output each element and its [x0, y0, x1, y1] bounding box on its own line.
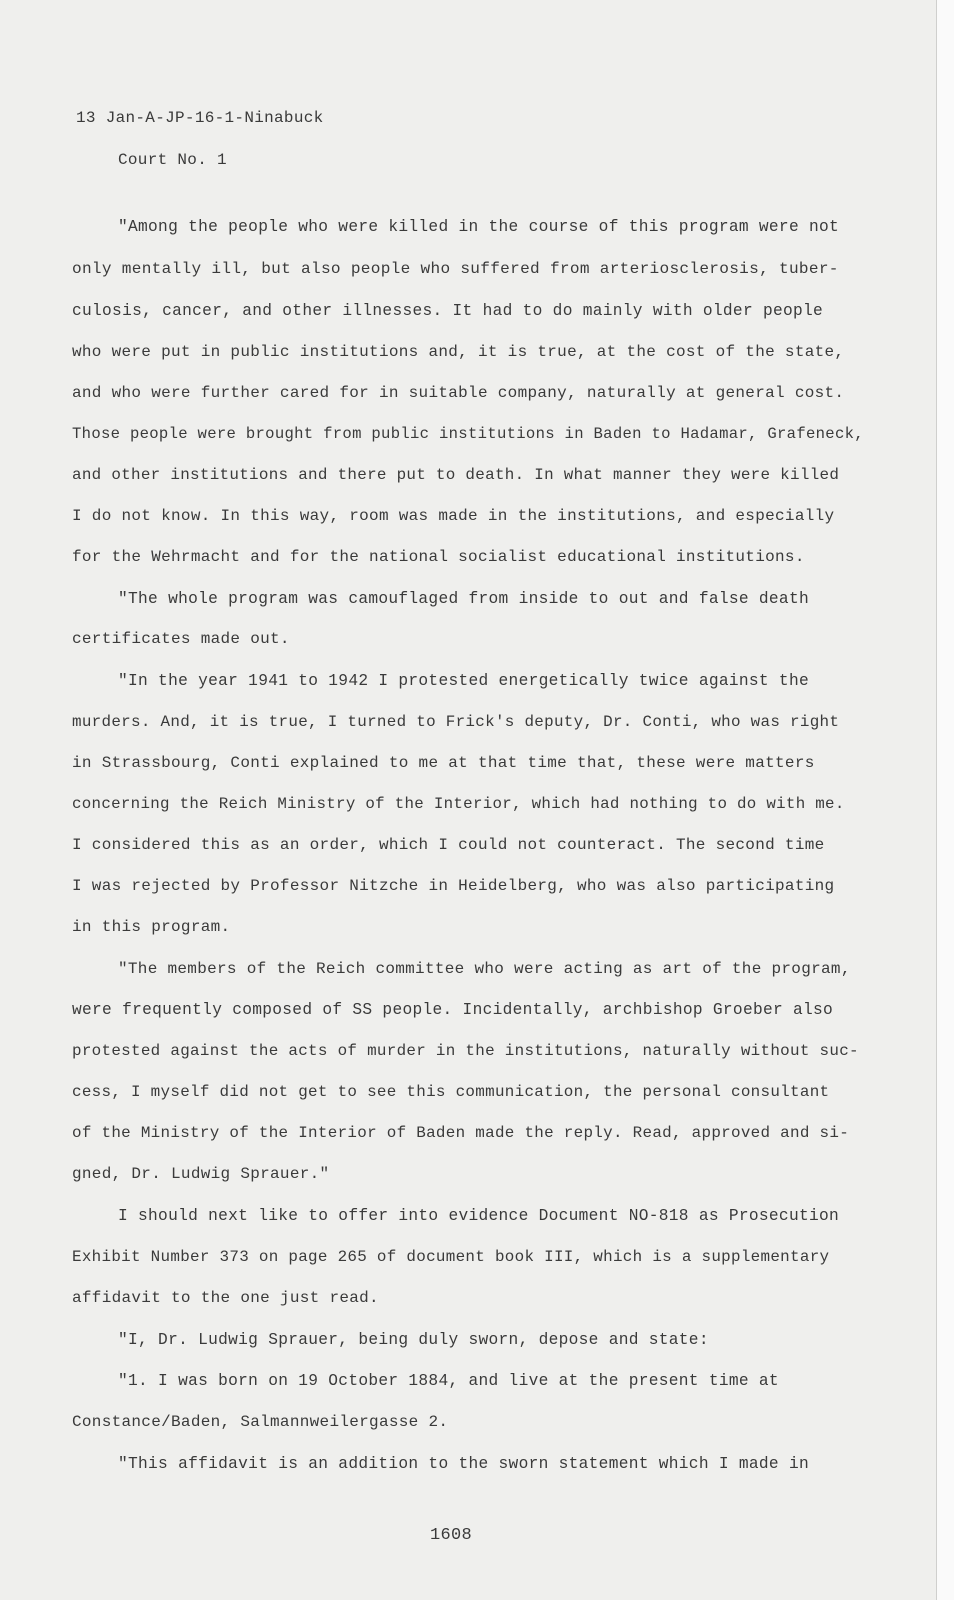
- text-line: for the Wehrmacht and for the national socialist educational institutions.: [72, 548, 805, 566]
- text-line: who were put in public institutions and, it is true, at the cost of the state,: [72, 343, 845, 361]
- text-line: Constance/Baden, Salmannweilergasse 2.: [72, 1413, 449, 1431]
- document-id: 13 Jan-A-JP-16-1-Ninabuck: [76, 109, 324, 127]
- text-line: Those people were brought from public institutions in Baden to Hadamar, Grafeneck,: [72, 425, 864, 443]
- text-line: only mentally ill, but also people who suffered from arteriosclerosis, tuber-: [72, 260, 839, 278]
- text-line: I should next like to offer into evidence Document NO-818 as Prosecution: [118, 1207, 840, 1225]
- page-edge: [937, 0, 954, 1600]
- text-line: "The members of the Reich committee who were acting as art of the program,: [118, 960, 851, 978]
- text-line: "I, Dr. Ludwig Sprauer, being duly sworn, depose and state:: [118, 1331, 709, 1349]
- text-line: protested against the acts of murder in the institutions, naturally without suc-: [72, 1042, 859, 1060]
- text-line: "Among the people who were killed in the course of this program were not: [118, 218, 840, 236]
- page-number: 1608: [430, 1526, 473, 1545]
- text-line: concerning the Reich Ministry of the Interior, which had nothing to do with me.: [72, 795, 845, 813]
- text-line: and other institutions and there put to death. In what manner they were killed: [72, 466, 840, 484]
- text-line: "In the year 1941 to 1942 I protested energetically twice against the: [118, 672, 809, 690]
- text-line: "The whole program was camouflaged from inside to out and false death: [118, 590, 809, 608]
- text-line: I do not know. In this way, room was made in the institutions, and especially: [72, 507, 835, 525]
- text-line: of the Ministry of the Interior of Baden made the reply. Read, approved and si-: [72, 1124, 850, 1142]
- text-line: I considered this as an order, which I could not counteract. The second time: [72, 836, 825, 854]
- text-line: cess, I myself did not get to see this communication, the personal consultant: [72, 1083, 830, 1101]
- text-line: in this program.: [72, 918, 231, 936]
- text-line: I was rejected by Professor Nitzche in Heidelberg, who was also participating: [72, 877, 835, 895]
- text-line: murders. And, it is true, I turned to Frick's deputy, Dr. Conti, who was right: [72, 713, 840, 731]
- court-label: Court No. 1: [118, 151, 227, 169]
- text-line: "1. I was born on 19 October 1884, and live at the present time at: [118, 1372, 779, 1390]
- text-line: in Strassbourg, Conti explained to me at that time that, these were matters: [72, 754, 815, 772]
- text-line: culosis, cancer, and other illnesses. It had to do mainly with older people: [72, 302, 824, 320]
- text-line: Exhibit Number 373 on page 265 of document book III, which is a supplementary: [72, 1248, 830, 1266]
- text-line: "This affidavit is an addition to the sworn statement which I made in: [118, 1455, 809, 1473]
- text-line: affidavit to the one just read.: [72, 1289, 379, 1307]
- text-line: gned, Dr. Ludwig Sprauer.": [72, 1165, 330, 1183]
- text-line: and who were further cared for in suitable company, naturally at general cost.: [72, 384, 845, 402]
- text-line: certificates made out.: [72, 630, 290, 648]
- text-line: were frequently composed of SS people. Incidentally, archbishop Groeber also: [72, 1001, 834, 1019]
